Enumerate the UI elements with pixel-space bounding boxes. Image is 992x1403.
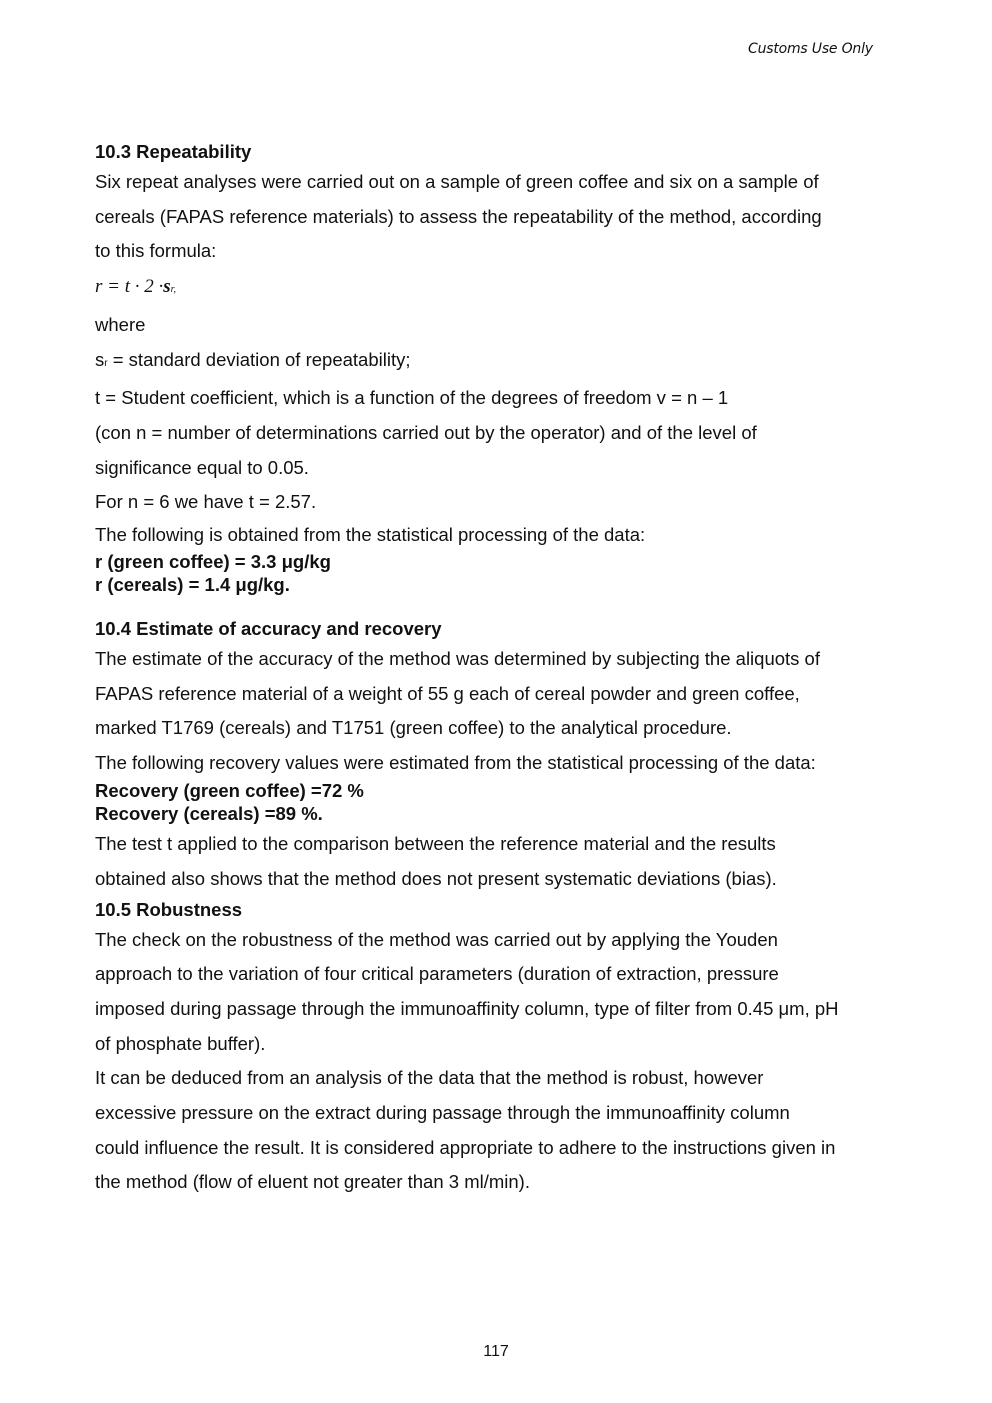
paragraph-line: could influence the result. It is considered appropriate to adhere to the instructions given in bbox=[95, 1136, 836, 1158]
result-green-coffee: r (green coffee) = 3.3 μg/kg bbox=[95, 551, 331, 573]
formula-s: s bbox=[163, 276, 171, 298]
recovery-cereals: Recovery (cereals) =89 %. bbox=[95, 803, 323, 825]
paragraph-line: (con n = number of determinations carried out by the operator) and of the level of bbox=[95, 421, 757, 443]
paragraph-line: cereals (FAPAS reference materials) to assess the repeatability of the method, according bbox=[95, 205, 822, 227]
document-body bbox=[95, 139, 905, 1200]
sr-definition bbox=[95, 343, 905, 382]
header-note: Customs Use Only bbox=[748, 41, 873, 57]
formula-t: t bbox=[124, 276, 131, 298]
paragraph-line: Six repeat analyses were carried out on a sample of green coffee and six on a sample of bbox=[95, 171, 819, 192]
result-cereals: r (cereals) = 1.4 μg/kg. bbox=[95, 574, 290, 596]
paragraph-line: excessive pressure on the extract during passage through the immunoaffinity column bbox=[95, 1102, 790, 1124]
sr-text: = standard deviation of repeatability; bbox=[107, 348, 411, 370]
paragraph-line: FAPAS reference material of a weight of 55 g each of cereal powder and green coffee, bbox=[95, 682, 800, 704]
section-heading-robustness: 10.5 Robustness bbox=[95, 898, 243, 920]
paragraph-line: of phosphate buffer). bbox=[95, 1032, 266, 1054]
paragraph-line: For n = 6 we have t = 2.57. bbox=[95, 491, 317, 513]
formula-equals: = bbox=[102, 276, 125, 298]
page-number: 117 bbox=[483, 1343, 509, 1360]
paragraph-line: significance equal to 0.05. bbox=[95, 456, 309, 478]
paragraph-line: marked T1769 (cereals) and T1751 (green coffee) to the analytical procedure. bbox=[95, 717, 732, 739]
paragraph-line: The following recovery values were estimated from the statistical processing of the data: bbox=[95, 752, 816, 774]
sr-subscript: r bbox=[104, 357, 108, 369]
t-definition: t = Student coefficient, which is a function of the degrees of freedom v = n – 1 bbox=[95, 387, 729, 409]
recovery-green-coffee: Recovery (green coffee) =72 % bbox=[95, 780, 364, 802]
formula-subscript: r, bbox=[170, 284, 176, 296]
paragraph-line: obtained also shows that the method does not present systematic deviations (bias). bbox=[95, 867, 777, 889]
formula-r: r bbox=[95, 276, 103, 298]
paragraph-line: The test t applied to the comparison between the reference material and the results bbox=[95, 833, 776, 855]
formula-mid: · 2 · bbox=[130, 276, 164, 298]
sr-symbol: s bbox=[95, 348, 105, 370]
paragraph-line: imposed during passage through the immunoaffinity column, type of filter from 0.45 μm, pH bbox=[95, 997, 839, 1019]
section-heading-accuracy: 10.4 Estimate of accuracy and recovery bbox=[95, 618, 442, 640]
where-label: where bbox=[95, 313, 146, 335]
repeatability-formula bbox=[95, 269, 905, 308]
paragraph-line: The check on the robustness of the method was carried out by applying the Youden bbox=[95, 928, 778, 950]
section-heading-repeatability: 10.3 Repeatability bbox=[95, 141, 252, 162]
paragraph-line: It can be deduced from an analysis of the data that the method is robust, however bbox=[95, 1067, 764, 1089]
paragraph-line: the method (flow of eluent not greater than 3 ml/min). bbox=[95, 1171, 530, 1193]
paragraph-line: The estimate of the accuracy of the method was determined by subjecting the aliquots of bbox=[95, 648, 820, 670]
paragraph-line: to this formula: bbox=[95, 240, 217, 262]
paragraph-line: approach to the variation of four critical parameters (duration of extraction, pressure bbox=[95, 963, 779, 985]
paragraph-line: The following is obtained from the statistical processing of the data: bbox=[95, 524, 646, 546]
